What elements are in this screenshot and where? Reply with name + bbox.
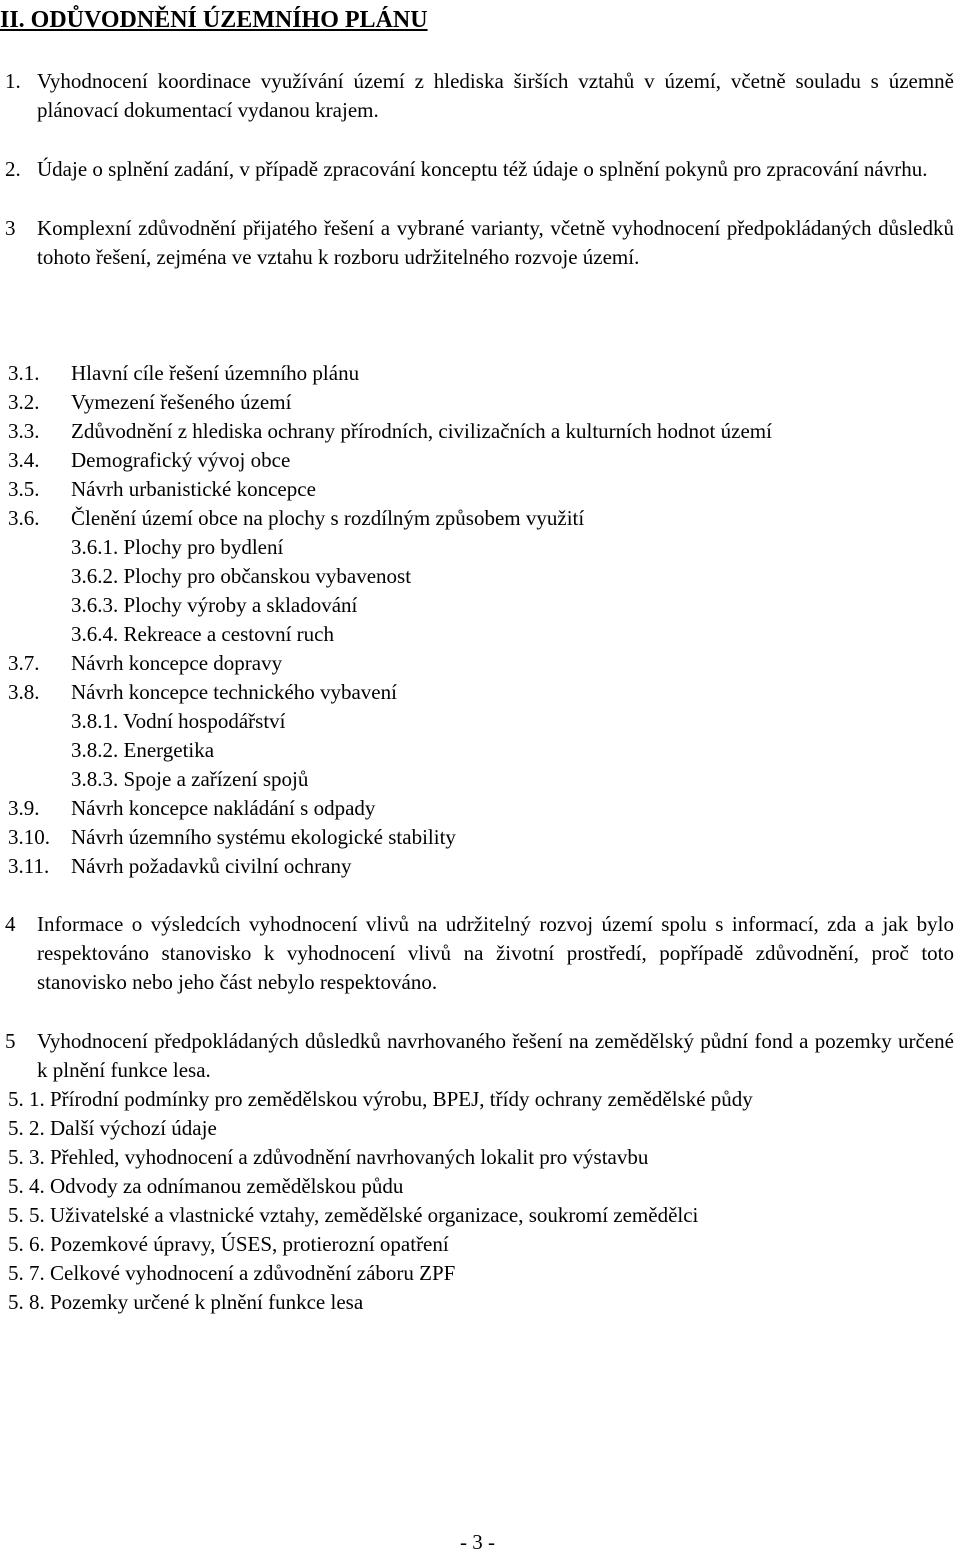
toc-item-number: 3.8.: [8, 680, 40, 704]
item-number: 5: [5, 1029, 16, 1053]
item-4: [0, 910, 954, 997]
item-number: 3: [5, 216, 16, 240]
toc-item: 5. 3. Přehled, vyhodnocení a zdůvodnění navrhovaných lokalit pro výstavbu: [8, 1145, 649, 1169]
toc-subitem: 3.8.2. Energetika: [71, 738, 215, 762]
item-number: 2.: [5, 157, 21, 181]
item-1: [0, 67, 954, 125]
toc-item-title: Demografický vývoj obce: [71, 448, 291, 472]
toc-item: [8, 649, 954, 678]
toc-item: 5. 5. Uživatelské a vlastnické vztahy, zemědělské organizace, soukromí zemědělci: [8, 1203, 699, 1227]
toc-item-title: Zdůvodnění z hlediska ochrany přírodních, civilizačních a kulturních hodnot území: [71, 419, 772, 443]
toc-section-5: [8, 1085, 954, 1317]
toc-item: 5. 6. Pozemkové úpravy, ÚSES, protierozní opatření: [8, 1232, 449, 1256]
toc-item: [8, 794, 954, 823]
toc-subitem: 3.8.1. Vodní hospodářství: [71, 709, 286, 733]
item-3: [0, 214, 954, 272]
toc-item: [8, 359, 954, 388]
item-text: Komplexní zdůvodnění přijatého řešení a vybrané varianty, včetně vyhodnocení předpokládaných důsledků tohoto řešení, zejména ve vztahu k rozboru udržitelného rozvoje území.: [37, 216, 954, 269]
toc-item-number: 3.5.: [8, 477, 40, 501]
toc-item: [8, 504, 954, 533]
toc-item-number: 3.2.: [8, 390, 40, 414]
toc-item-title: Návrh koncepce dopravy: [71, 651, 283, 675]
toc-item: 5. 2. Další výchozí údaje: [8, 1116, 217, 1140]
toc-item: 5. 1. Přírodní podmínky pro zemědělskou výrobu, BPEJ, třídy ochrany zemědělské půdy: [8, 1087, 753, 1111]
toc-subitem: 3.6.2. Plochy pro občanskou vybavenost: [71, 564, 412, 588]
toc-item: [8, 852, 954, 881]
toc-item-title: Hlavní cíle řešení územního plánu: [71, 361, 360, 385]
item-text: Vyhodnocení koordinace využívání území z hlediska širších vztahů v území, včetně souladu s územně plánovací dokumentací vydanou krajem.: [37, 69, 954, 122]
item-text: Vyhodnocení předpokládaných důsledků navrhovaného řešení na zemědělský půdní fond a pozemky určené k plnění funkce lesa.: [37, 1029, 954, 1082]
toc-item-number: 3.1.: [8, 361, 40, 385]
toc-item-number: 3.3.: [8, 419, 40, 443]
toc-item-number: 3.4.: [8, 448, 40, 472]
item-2: [0, 155, 954, 184]
toc-item: [8, 388, 954, 417]
toc-item-number: 3.10.: [8, 825, 50, 849]
toc-item: 5. 4. Odvody za odnímanou zemědělskou půdu: [8, 1174, 404, 1198]
item-number: 1.: [5, 69, 21, 93]
toc-item-title: Členění území obce na plochy s rozdílným způsobem využití: [71, 506, 585, 530]
toc-item-title: Vymezení řešeného území: [71, 390, 292, 414]
toc-item-title: Návrh územního systému ekologické stability: [71, 825, 456, 849]
toc-item-number: 3.7.: [8, 651, 40, 675]
toc-item-number: 3.11.: [8, 854, 50, 878]
section-heading: II. ODŮVODNĚNÍ ÚZEMNÍHO PLÁNU: [0, 7, 428, 33]
toc-item: 5. 7. Celkové vyhodnocení a zdůvodnění záboru ZPF: [8, 1261, 456, 1285]
item-5: [0, 1027, 954, 1085]
toc-item: [8, 475, 954, 504]
toc-item: 5. 8. Pozemky určené k plnění funkce lesa: [8, 1290, 364, 1314]
toc-item-title: Návrh koncepce nakládání s odpady: [71, 796, 376, 820]
toc-item: [8, 417, 954, 446]
item-text: Informace o výsledcích vyhodnocení vlivů na udržitelný rozvoj území spolu s informací, zda a jak bylo respektováno stanovisko k vyhodnocení vlivů na životní prostředí, popřípadě zdůvodnění, proč toto stanovisko nebo jeho část nebylo respektováno.: [37, 912, 954, 994]
toc-item: [8, 823, 954, 852]
toc-item: [8, 678, 954, 707]
toc-subitem: 3.8.3. Spoje a zařízení spojů: [71, 767, 309, 791]
toc-subitem: 3.6.3. Plochy výroby a skladování: [71, 593, 358, 617]
toc-item-title: Návrh požadavků civilní ochrany: [71, 854, 352, 878]
toc-item-number: 3.9.: [8, 796, 40, 820]
item-text: Údaje o splnění zadání, v případě zpracování konceptu též údaje o splnění pokynů pro zpracování návrhu.: [37, 157, 928, 181]
toc-item-title: Návrh koncepce technického vybavení: [71, 680, 397, 704]
toc-item: [8, 446, 954, 475]
toc-item-title: Návrh urbanistické koncepce: [71, 477, 316, 501]
toc-subitem: 3.6.4. Rekreace a cestovní ruch: [71, 622, 334, 646]
toc-item-number: 3.6.: [8, 506, 40, 530]
item-number: 4: [5, 912, 16, 936]
page-number: - 3 -: [460, 1530, 495, 1554]
toc-section-3: [8, 359, 954, 881]
toc-subitem: 3.6.1. Plochy pro bydlení: [71, 535, 284, 559]
